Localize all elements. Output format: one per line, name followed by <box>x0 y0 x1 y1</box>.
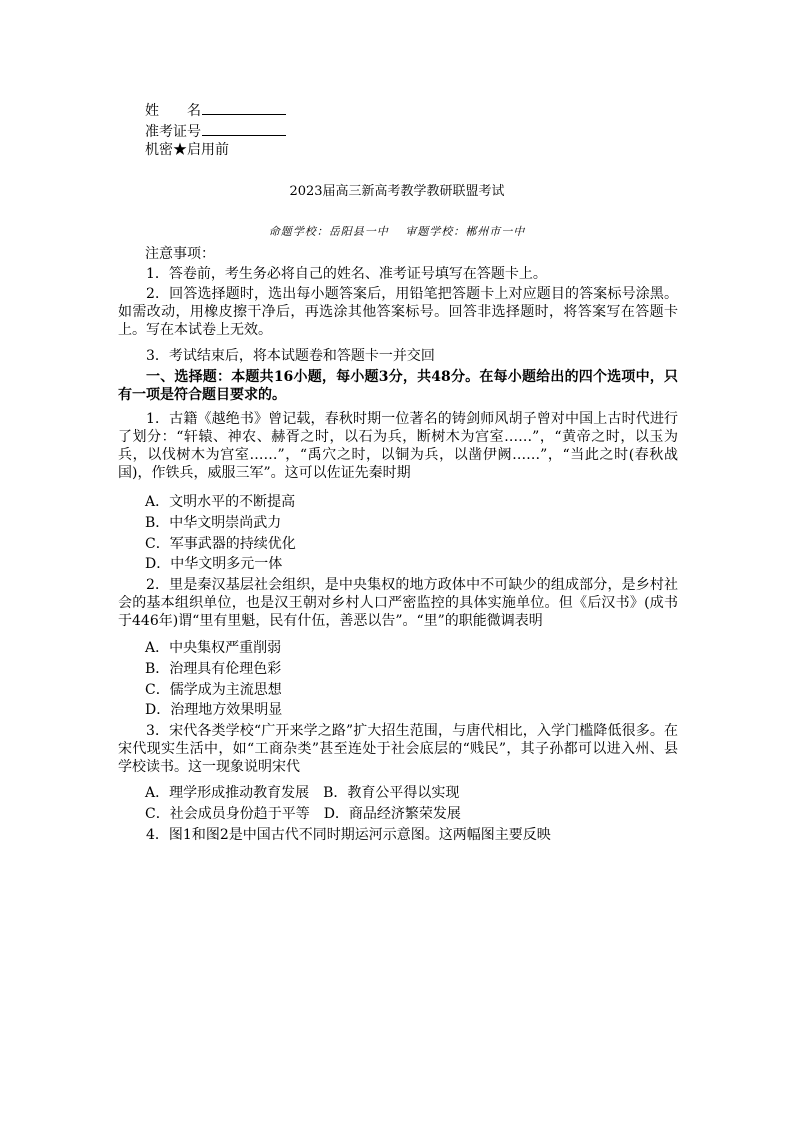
exam-number-field <box>145 120 286 141</box>
q2-option-c: C．儒学成为主流思想 <box>145 682 282 698</box>
q2-option-b: B．治理具有伦理色彩 <box>145 661 282 677</box>
name-blank <box>202 99 286 115</box>
q2-option-a: A．中央集权严重削弱 <box>145 640 282 656</box>
secret-mark: 机密★启用前 <box>145 142 229 158</box>
q3-options-ab: A．理学形成推动教育发展 B．教育公平得以实现 <box>145 785 460 801</box>
q1-option-c: C．军事武器的持续优化 <box>145 536 296 552</box>
q2-option-d: D．治理地方效果明显 <box>145 702 283 718</box>
note-1: 1．答卷前，考生务必将自己的姓名、准考证号填写在答题卡上。 <box>146 266 547 282</box>
notes-heading: 注意事项： <box>145 246 215 262</box>
exam-number-label: 准考证号 <box>145 124 201 140</box>
q2-stem: 2．里是秦汉基层社会组织，是中央集权的地方政体中不可缺少的组成部分，是乡村社会的基本组织单位，也是汉王朝对乡村人口严密监控的具体实施单位。但《后汉书》(成书于446年)谓“里有里魁，民有什伍，善恶以告”。“里”的职能微调表明 <box>118 577 678 629</box>
q1-option-a: A．文明水平的不断提高 <box>145 494 296 510</box>
q3-stem: 3．宋代各类学校“广开来学之路”扩大招生范围，与唐代相比，入学门槛降低很多。在宋代现实生活中，如“工商杂类”甚至连处于社会底层的“贱民”，其子孙都可以进入州、县学校读书。这一现象说明宋代 <box>118 723 678 775</box>
section-1-intro: 一、选择题：本题共16小题，每小题3分，共48分。在每小题给出的四个选项中，只有一项是符合题目要求的。 <box>118 369 678 403</box>
q1-option-d: D．中华文明多元一体 <box>145 556 283 572</box>
setter-schools: 命题学校：岳阳县一中 审题学校：郴州市一中 <box>268 225 526 238</box>
name-field <box>145 99 286 120</box>
name-label: 姓 名 <box>145 103 201 119</box>
exam-number-blank <box>202 120 286 136</box>
q3-options-cd: C．社会成员身份趋于平等 D．商品经济繁荣发展 <box>145 806 461 822</box>
q4-stem: 4．图1和图2是中国古代不同时期运河示意图。这两幅图主要反映 <box>146 827 551 843</box>
exam-title: 2023届高三新高考教学教研联盟考试 <box>289 184 505 199</box>
note-3: 3．考试结束后，将本试题卷和答题卡一并交回 <box>146 348 435 364</box>
q1-stem: 1．古籍《越绝书》曾记载，春秋时期一位著名的铸剑师风胡子曾对中国上古时代进行了划分：“轩辕、神农、赫胥之时，以石为兵，断树木为宫室……”，“黄帝之时，以玉为兵，以伐树木为宫室……”，“禹穴之时，以铜为兵，以凿伊阙……”，“当此之时(春秋战国)，作铁兵，威服三军”。这可以佐证先秦时期 <box>118 411 678 481</box>
q1-option-b: B．中华文明崇尚武力 <box>145 515 282 531</box>
note-2: 2．回答选择题时，选出每小题答案后，用铅笔把答题卡上对应题目的答案标号涂黑。如需改动，用橡皮擦干净后，再选涂其他答案标号。回答非选择题时，将答案写在答题卡上。写在本试卷上无效。 <box>118 286 678 338</box>
